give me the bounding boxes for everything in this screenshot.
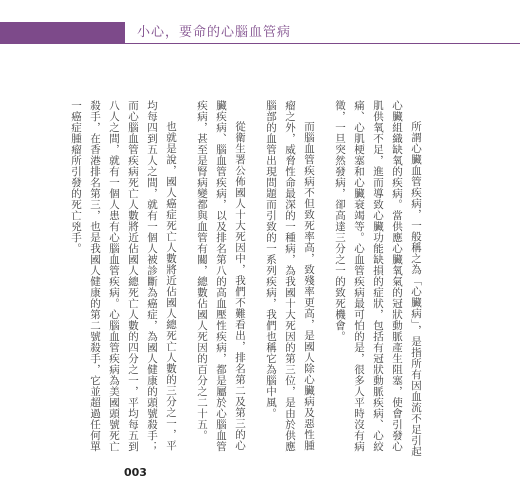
header-bar xyxy=(0,0,520,70)
header-accent-block xyxy=(0,22,125,44)
page-number: 003 xyxy=(124,466,147,479)
vertical-text-body xyxy=(70,100,425,460)
paragraph-4: 也就是說，國人癌症死亡人數將近佔國人總死亡人數的三分之一，平均每四到五人之間，就有一個人被診斷為癌症，為國人健康的頭號殺手；而心腦血管疾病死亡人數將近佔國人總死亡人數的四分之一，平均每五到八人之間，就有一個人患有心腦血管疾病。心腦血管疾病為美國頭號死亡殺手，在香港排名第三，也是我國人健康的第二號殺手，它並超過任何單一癌症腫瘤所引發的死亡兇手。 xyxy=(70,100,177,452)
paragraph-2: 而腦血管疾病不但致死率高，致殘率更高，是國人除心臟病及惡性腫瘤之外，威脅性命最深的一種病，為我國十大死因的第三位，是由於供應腦部的血管出現問題而引致的一系列疾病，我們也稱它為腦中風。 xyxy=(265,100,315,452)
paragraph-1: 所謂心臟血管疾病，一般稱之為「心臟病」，是指所有因血流不足引起心臟組織缺氧的疾病。當供應心臟氧氣的冠狀動脈產生阻塞，使會引發心肌供氧不足，進而導致心臟功能缺損的症狀，包括有冠狀動脈疾病、心絞痛、心肌梗塞和心臟衰竭等。心血管疾病最可怕的是，很多人平時沒有病徵，一旦突然發病，卻高達三分之一的致死機會。 xyxy=(334,100,422,457)
paragraph-3: 從衛生署公佈國人十大死因中，我們不難看出，排名第二及第三的心臟疾病、腦血管疾病，以及排名第八的高血壓性疾病，都是屬於心腦血管疾病，甚至是腎病變都與血管有關，總數佔國人死因的百分之二十五。 xyxy=(196,100,246,452)
header-rule xyxy=(125,43,520,44)
running-header-title: 小心，要命的心腦血管病 xyxy=(125,22,520,44)
